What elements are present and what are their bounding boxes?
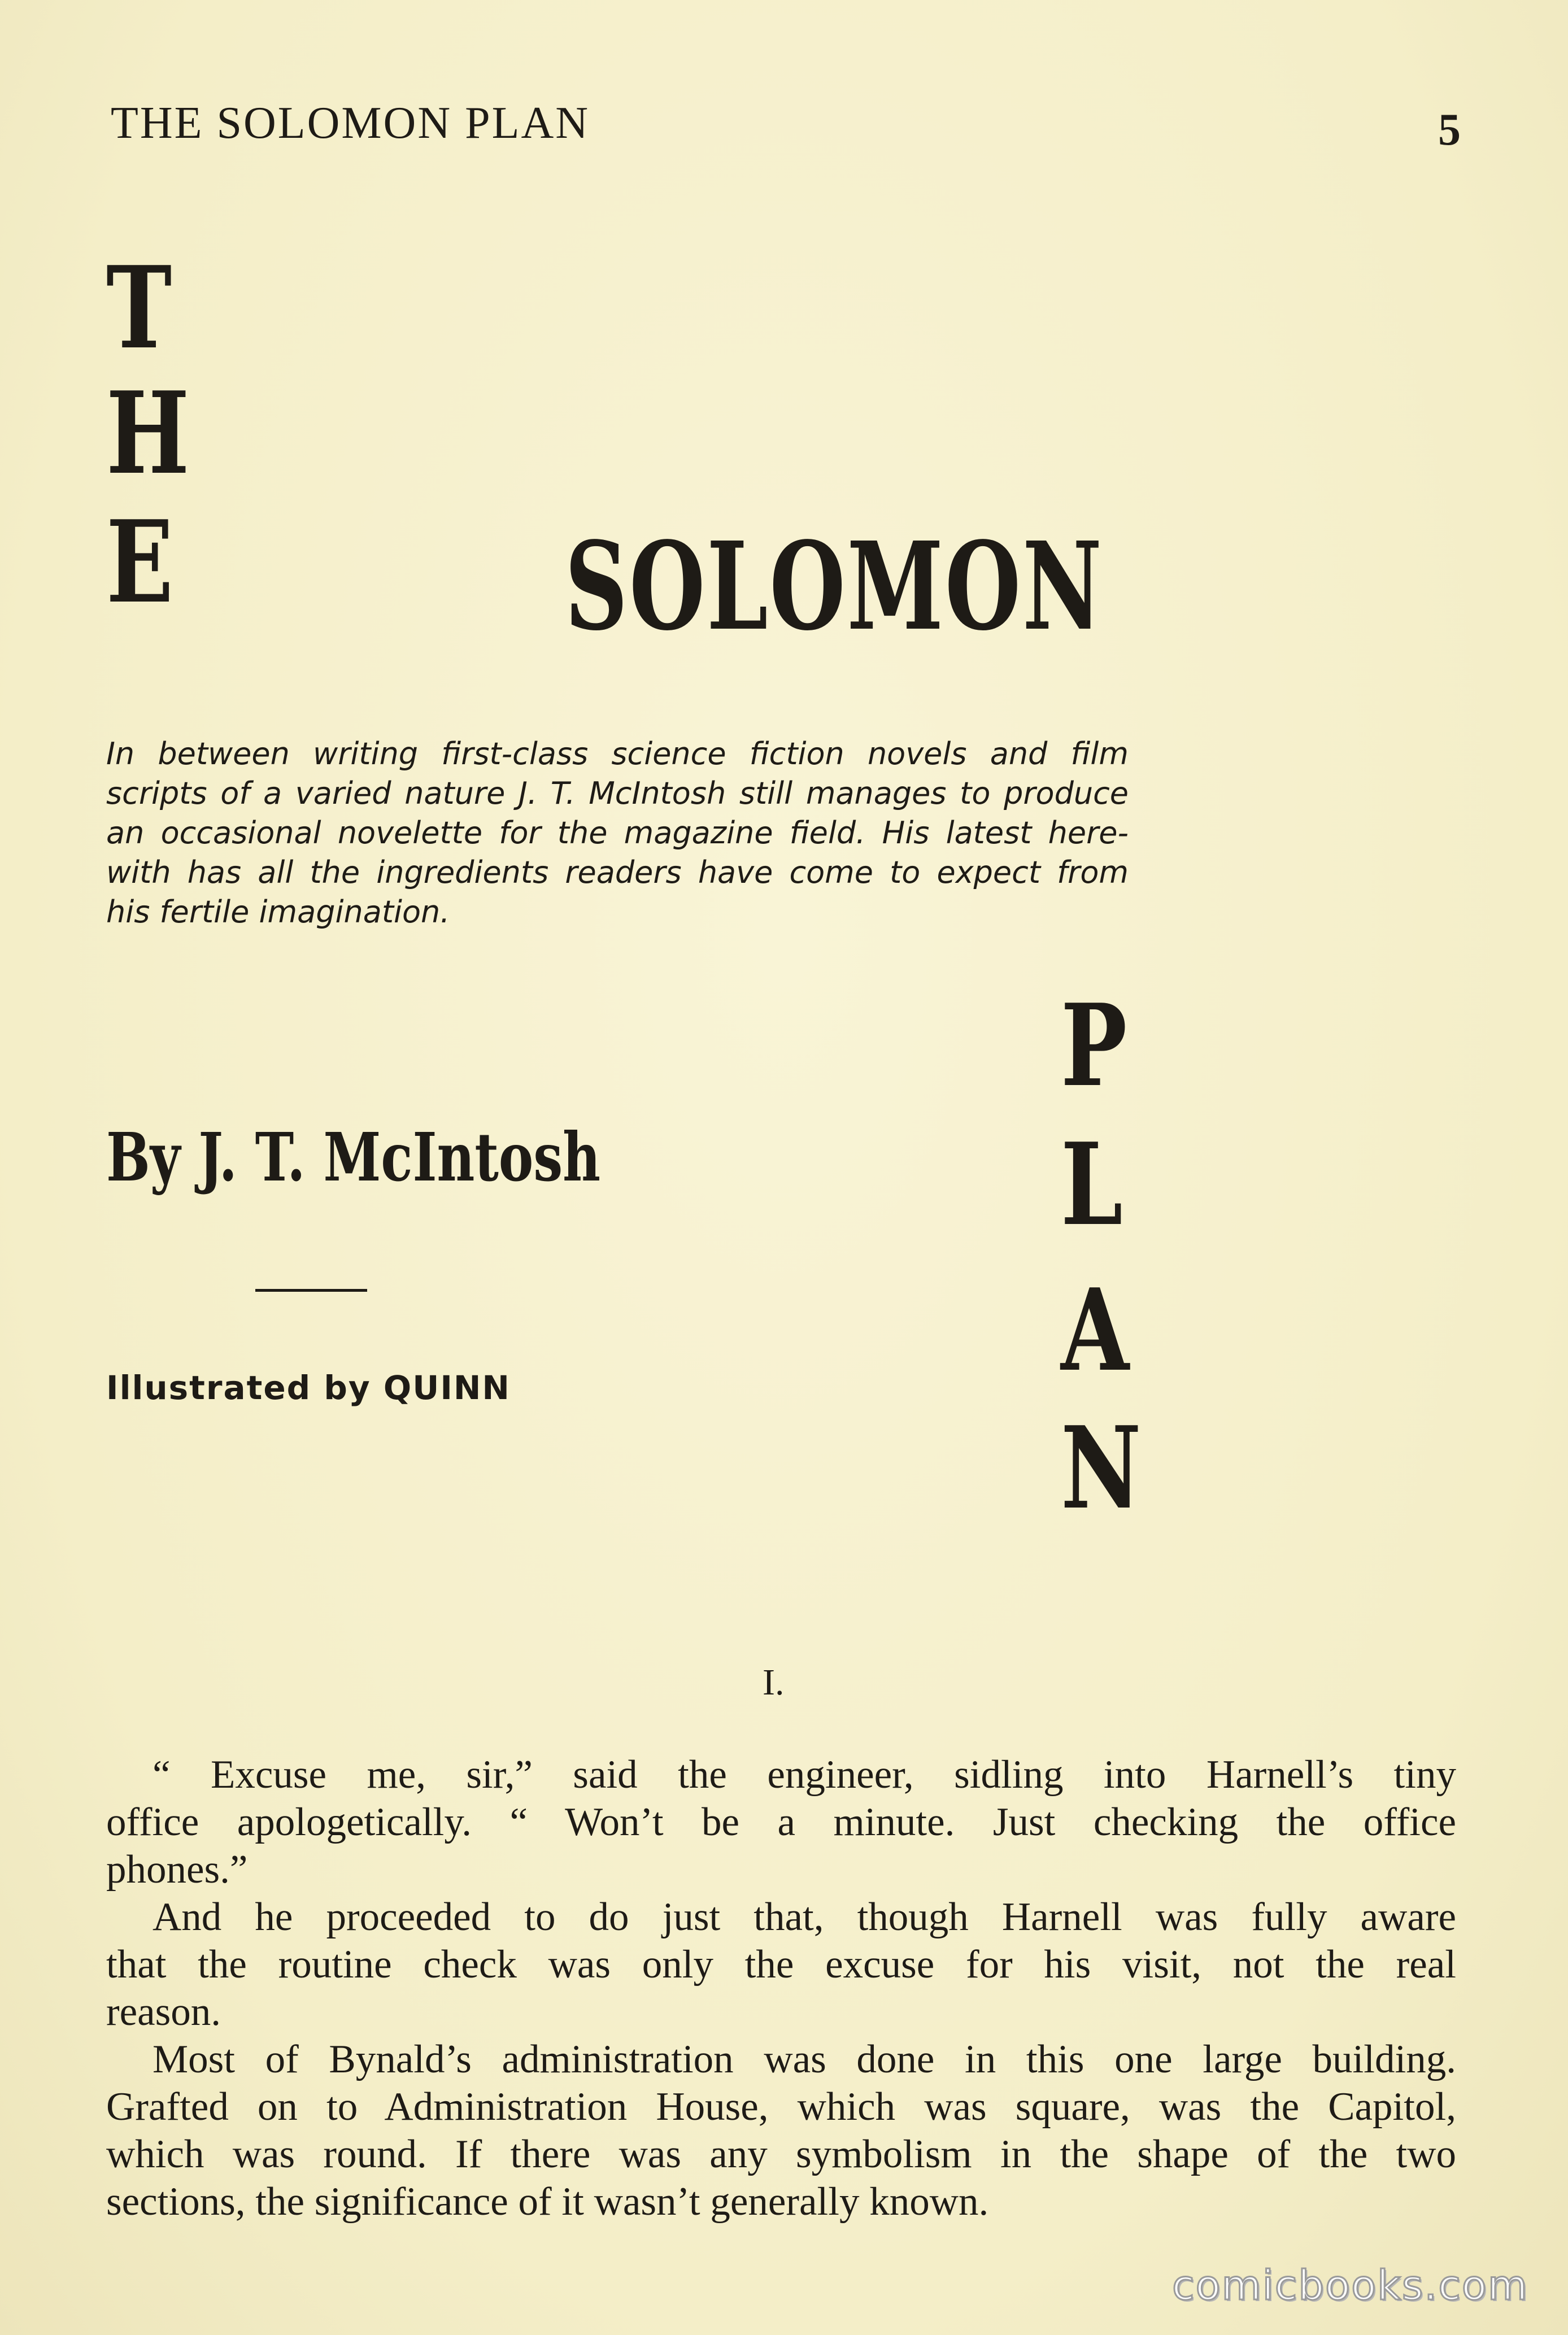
blurb-line: scripts of a varied nature J. T. McIntosh still manages to produce [106, 776, 1129, 811]
title-letter-e: E [106, 496, 173, 629]
body-line: office apologetically. “ Won’t be a minute. Just checking the office [106, 1800, 1456, 1844]
title-letter-n: N [1061, 1402, 1142, 1535]
blurb-line: an occasional novelette for the magazine field. His latest here- [106, 815, 1129, 851]
body-line: sections, the significance of it wasn’t generally known. [106, 2180, 989, 2224]
body-line: that the routine check was only the excuse for his visit, not the real [106, 1942, 1456, 1987]
title-letter-p: P [1061, 979, 1127, 1112]
author-byline: By J. T. McIntosh [106, 1118, 601, 1196]
page-number: 5 [1438, 105, 1461, 155]
body-line: which was round. If there was any symbolism in the shape of the two [106, 2132, 1456, 2176]
title-letter-l: L [1061, 1118, 1123, 1251]
blurb-line: In between writing first-class science fiction novels and film [106, 736, 1129, 772]
byline-divider [255, 1289, 367, 1292]
illustrator-credit: Illustrated by QUINN [106, 1369, 511, 1407]
body-line: Grafted on to Administration House, which was square, was the Capitol, [106, 2085, 1456, 2129]
blurb-line: with has all the ingredients readers have come to expect from [106, 855, 1129, 890]
running-header-title: THE SOLOMON PLAN [111, 98, 590, 148]
title-letter-t: T [106, 242, 172, 374]
title-letter-h: H [106, 367, 190, 500]
story-blurb [106, 734, 1129, 932]
body-line: Most of Bynald’s administration was done in this one large building. [153, 2037, 1456, 2081]
body-line: And he proceeded to do just that, though Harnell was fully aware [153, 1895, 1456, 1939]
watermark: comicbooks.com [1171, 2262, 1528, 2309]
title-letter-a: A [1061, 1264, 1130, 1397]
blurb-line: his fertile imagination. [106, 894, 450, 930]
title-word-solomon: SOLOMON [565, 516, 1104, 657]
story-body [106, 1751, 1456, 2225]
body-line: reason. [106, 1990, 221, 2034]
body-line: phones.” [106, 1848, 248, 1892]
body-line: “ Excuse me, sir,” said the engineer, sidling into Harnell’s tiny [153, 1753, 1456, 1797]
chapter-number: I. [763, 1662, 785, 1703]
